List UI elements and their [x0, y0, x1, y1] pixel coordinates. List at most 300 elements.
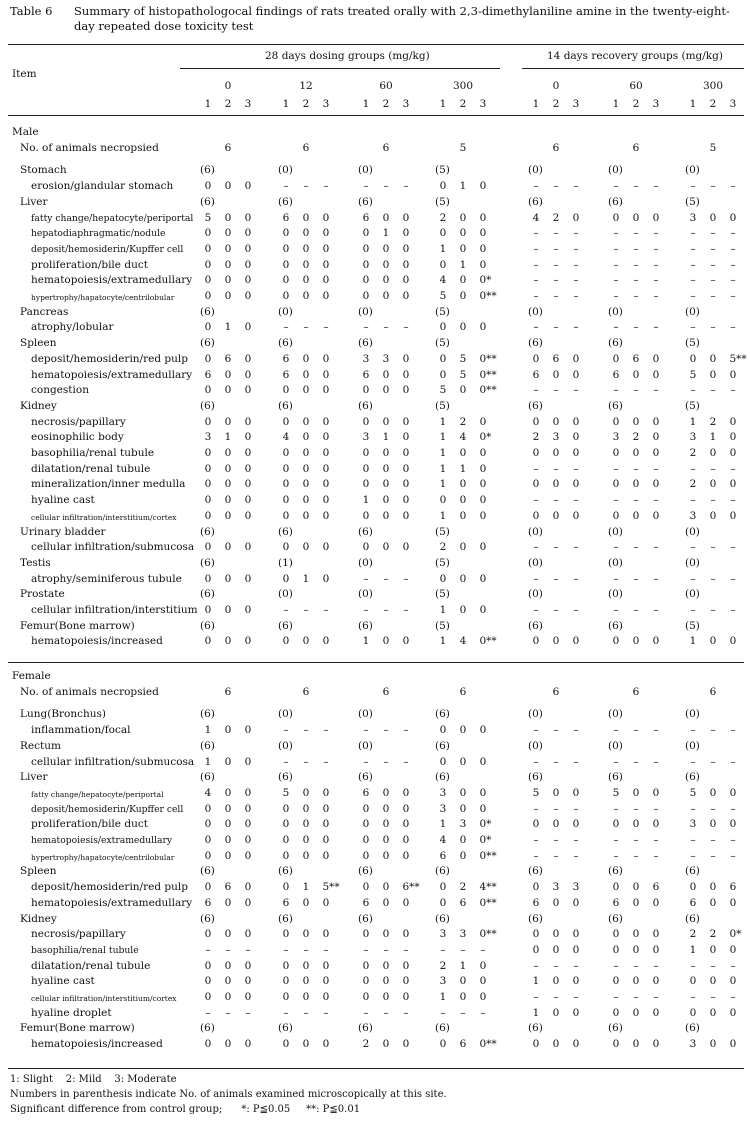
finding-name: fatty change/hepatocyte/periportal [31, 212, 194, 224]
cell-value: 0** [479, 928, 497, 941]
cell-value: 0 [479, 786, 487, 799]
cell-value: 6 [612, 368, 620, 381]
cell-value: 0 [552, 943, 560, 956]
cell-value: 0 [729, 1006, 737, 1019]
cell-value: – [533, 274, 539, 287]
cell-value: 5 [439, 384, 447, 397]
cell-value: – [730, 258, 736, 271]
organ-examined-count: (6) [278, 1022, 293, 1035]
cell-value: 3 [689, 818, 697, 831]
cell-value: – [613, 494, 619, 507]
cell-value: 0 [282, 447, 290, 460]
organ-examined-count: (6) [608, 1022, 623, 1035]
cell-value: 0 [204, 494, 212, 507]
cell-value: 0 [302, 431, 310, 444]
cell-value: 0 [709, 447, 717, 460]
organ-examined-count: (6) [278, 399, 293, 412]
cell-value: 1 [204, 724, 212, 737]
cell-value: – [690, 572, 696, 585]
cell-value: 1 [439, 635, 447, 648]
cell-value: 0 [402, 415, 410, 428]
table-caption-label: Table 6 [10, 4, 53, 18]
cell-value: 0 [322, 494, 330, 507]
cell-value: 6 [204, 368, 212, 381]
cell-value: 0 [459, 227, 467, 240]
grade-label: 1 [689, 98, 697, 110]
cell-value: 0 [709, 1006, 717, 1019]
cell-value: – [460, 943, 466, 956]
cell-value: 0 [282, 849, 290, 862]
cell-value: 0 [382, 928, 390, 941]
organ-examined-count: (0) [528, 556, 543, 569]
cell-value: 0 [244, 1038, 252, 1051]
cell-value: 0 [402, 211, 410, 224]
cell-value: – [383, 180, 389, 193]
cell-value: 0 [382, 509, 390, 522]
organ-examined-count: (6) [200, 771, 215, 784]
cell-value: 0 [322, 896, 330, 909]
organ-examined-count: (0) [685, 556, 700, 569]
organ-name: Testis [20, 556, 51, 569]
cell-value: 0 [302, 211, 310, 224]
grade-label: 2 [552, 98, 560, 110]
cell-value: 0 [652, 431, 660, 444]
organ-examined-count: (6) [528, 1022, 543, 1035]
cell-value: – [303, 321, 309, 334]
cell-value: 0 [244, 478, 252, 491]
cell-value: 0 [224, 384, 232, 397]
finding-name: dilatation/renal tubule [31, 959, 151, 972]
finding-name: hypertrophy/hapatocyte/centrilobular [31, 852, 175, 862]
cell-value: 6 [459, 1038, 467, 1051]
cell-value: 0 [572, 928, 580, 941]
cell-value: 0 [322, 242, 330, 255]
cell-value: – [553, 462, 559, 475]
cell-value: – [553, 180, 559, 193]
cell-value: 0* [729, 928, 742, 941]
cell-value: 0 [402, 384, 410, 397]
cell-value: 3 [612, 431, 620, 444]
cell-value: – [573, 724, 579, 737]
cell-value: 0 [402, 834, 410, 847]
cell-value: 0 [572, 509, 580, 522]
finding-name: hematopoiesis/extramedullary [31, 274, 193, 287]
cell-value: 0 [244, 881, 252, 894]
cell-value: – [533, 849, 539, 862]
cell-value: 6 [632, 352, 640, 365]
cell-value: 2 [532, 431, 540, 444]
cell-value: – [633, 384, 639, 397]
cell-value: 0 [652, 1006, 660, 1019]
cell-value: 0 [652, 786, 660, 799]
organ-examined-count: (0) [528, 588, 543, 601]
organ-examined-count: (5) [685, 399, 700, 412]
cell-value: 6 [362, 368, 370, 381]
cell-value: 4 [204, 786, 212, 799]
cell-value: 6 [532, 896, 540, 909]
cell-value: – [613, 572, 619, 585]
cell-value: – [533, 541, 539, 554]
cell-value: 0 [282, 991, 290, 1004]
cell-value: 0 [532, 635, 540, 648]
cell-value: 0 [282, 802, 290, 815]
cell-value: – [653, 494, 659, 507]
cell-value: 0 [224, 991, 232, 1004]
cell-value: 0 [459, 274, 467, 287]
cell-value: 0 [362, 447, 370, 460]
cell-value: 0 [282, 635, 290, 648]
cell-value: 0 [652, 928, 660, 941]
cell-value: 0 [632, 415, 640, 428]
organ-examined-count: (6) [528, 771, 543, 784]
cell-value: 0 [709, 509, 717, 522]
cell-value: 0 [362, 928, 370, 941]
necropsied-count: 6 [302, 685, 310, 698]
cell-value: 0 [382, 849, 390, 862]
cell-value: – [710, 462, 716, 475]
cell-value: 0 [322, 290, 330, 303]
cell-value: 0 [302, 975, 310, 988]
organ-examined-count: (0) [358, 556, 373, 569]
cell-value: 6 [362, 896, 370, 909]
grade-label: 2 [459, 98, 467, 110]
cell-value: – [613, 290, 619, 303]
organ-examined-count: (0) [358, 739, 373, 752]
cell-value: 2 [709, 415, 717, 428]
cell-value: 0 [244, 635, 252, 648]
cell-value: – [730, 541, 736, 554]
dose-label: 0 [552, 80, 560, 92]
cell-value: 6 [282, 896, 290, 909]
cell-value: 0 [362, 274, 370, 287]
cell-value: 0 [204, 834, 212, 847]
organ-examined-count: (5) [685, 619, 700, 632]
cell-value: 0 [459, 321, 467, 334]
organ-examined-count: (6) [278, 771, 293, 784]
cell-value: – [710, 242, 716, 255]
cell-value: 1 [439, 604, 447, 617]
top-rule [8, 44, 744, 45]
cell-value: 1 [709, 431, 717, 444]
cell-value: 3 [552, 431, 560, 444]
cell-value: – [303, 604, 309, 617]
finding-name: cellular infiltration/interstitium [31, 604, 198, 617]
cell-value: – [730, 572, 736, 585]
cell-value: 0 [652, 447, 660, 460]
cell-value: – [690, 834, 696, 847]
organ-examined-count: (0) [528, 164, 543, 177]
organ-name: Stomach [20, 164, 67, 177]
cell-value: 0 [244, 849, 252, 862]
organ-examined-count: (6) [435, 708, 450, 721]
cell-value: 0 [244, 180, 252, 193]
cell-value: 3 [439, 928, 447, 941]
cell-value: – [403, 755, 409, 768]
cell-value: 0 [224, 290, 232, 303]
finding-name: hypertrophy/hapatocyte/centrilobular [31, 293, 175, 303]
cell-value: 0 [244, 959, 252, 972]
cell-value: 0 [402, 896, 410, 909]
organ-examined-count: (6) [200, 619, 215, 632]
cell-value: 0 [439, 724, 447, 737]
cell-value: – [363, 180, 369, 193]
finding-name: hyaline cast [31, 494, 95, 507]
cell-value: 0 [282, 818, 290, 831]
cell-value: – [730, 321, 736, 334]
cell-value: 0 [204, 415, 212, 428]
cell-value: 0 [282, 881, 290, 894]
cell-value: – [553, 541, 559, 554]
organ-examined-count: (0) [358, 164, 373, 177]
grade-label: 3 [572, 98, 580, 110]
cell-value: 0 [224, 635, 232, 648]
finding-name: mineralization/inner medulla [31, 478, 186, 491]
cell-value: 0 [439, 896, 447, 909]
finding-name: dilatation/renal tubule [31, 462, 151, 475]
cell-value: 0 [382, 258, 390, 271]
grade-label: 2 [224, 98, 232, 110]
cell-value: 0 [632, 818, 640, 831]
cell-value: 0 [652, 211, 660, 224]
cell-value: 2 [552, 211, 560, 224]
cell-value: 0 [479, 180, 487, 193]
cell-value: 0 [382, 881, 390, 894]
cell-value: – [573, 755, 579, 768]
cell-value: 0 [652, 415, 660, 428]
cell-value: 3 [552, 881, 560, 894]
cell-value: 0 [709, 896, 717, 909]
cell-value: 0 [362, 975, 370, 988]
organ-examined-count: (0) [278, 588, 293, 601]
cell-value: 0 [459, 478, 467, 491]
cell-value: – [303, 1006, 309, 1019]
cell-value: 0 [729, 431, 737, 444]
organ-examined-count: (6) [200, 588, 215, 601]
cell-value: 0 [382, 896, 390, 909]
cell-value: 0 [204, 242, 212, 255]
organ-examined-count: (6) [608, 195, 623, 208]
cell-value: 0 [302, 227, 310, 240]
cell-value: 0 [362, 415, 370, 428]
cell-value: – [283, 724, 289, 737]
cell-value: 0 [302, 802, 310, 815]
cell-value: – [633, 242, 639, 255]
cell-value: 6 [552, 352, 560, 365]
cell-value: 0 [382, 274, 390, 287]
organ-examined-count: (1) [278, 556, 293, 569]
finding-name: atrophy/seminiferous tubule [31, 572, 182, 585]
cell-value: 0 [224, 604, 232, 617]
cell-value: – [730, 494, 736, 507]
cell-value: 0 [479, 494, 487, 507]
table-bottom-rule [8, 1068, 744, 1069]
cell-value: 0 [322, 834, 330, 847]
cell-value: – [653, 724, 659, 737]
cell-value: 0 [572, 368, 580, 381]
cell-value: – [533, 959, 539, 972]
cell-value: 0 [322, 415, 330, 428]
cell-value: – [573, 227, 579, 240]
cell-value: 0 [204, 447, 212, 460]
cell-value: – [573, 991, 579, 1004]
finding-name: hyaline droplet [31, 1006, 112, 1019]
cell-value: – [730, 242, 736, 255]
cell-value: 0 [282, 258, 290, 271]
organ-examined-count: (0) [685, 164, 700, 177]
cell-value: 0 [402, 478, 410, 491]
cell-value: 0 [652, 635, 660, 648]
recovery-groups-header: 14 days recovery groups (mg/kg) [547, 50, 723, 62]
cell-value: – [690, 959, 696, 972]
cell-value: – [553, 274, 559, 287]
cell-value: – [633, 541, 639, 554]
cell-value: 0 [302, 786, 310, 799]
cell-value: 1 [459, 462, 467, 475]
organ-examined-count: (5) [435, 588, 450, 601]
cell-value: 0 [572, 786, 580, 799]
cell-value: 0 [282, 227, 290, 240]
cell-value: – [633, 258, 639, 271]
necropsied-count: 6 [224, 685, 232, 698]
cell-value: 0 [244, 509, 252, 522]
cell-value: 0 [402, 352, 410, 365]
cell-value: 0 [224, 755, 232, 768]
cell-value: – [633, 959, 639, 972]
organ-examined-count: (6) [358, 195, 373, 208]
cell-value: 0 [224, 896, 232, 909]
cell-value: 3 [459, 928, 467, 941]
cell-value: 0 [204, 462, 212, 475]
organ-examined-count: (6) [200, 305, 215, 318]
cell-value: 0 [402, 818, 410, 831]
cell-value: – [403, 321, 409, 334]
cell-value: 6 [532, 368, 540, 381]
organ-examined-count: (6) [685, 865, 700, 878]
organ-examined-count: (0) [278, 305, 293, 318]
dose-label: 300 [702, 80, 724, 92]
cell-value: – [533, 494, 539, 507]
cell-value: 0 [729, 509, 737, 522]
finding-name: necrosis/papillary [31, 928, 126, 941]
organ-name: Femur(Bone marrow) [20, 619, 135, 632]
cell-value: 0 [382, 242, 390, 255]
organ-name: Spleen [20, 337, 57, 350]
grade-label: 3 [479, 98, 487, 110]
cell-value: – [613, 802, 619, 815]
cell-value: 0 [572, 818, 580, 831]
cell-value: 0 [282, 274, 290, 287]
cell-value: – [730, 384, 736, 397]
cell-value: – [613, 991, 619, 1004]
necropsied-count: 6 [552, 141, 560, 154]
organ-examined-count: (6) [200, 164, 215, 177]
cell-value: 0 [204, 180, 212, 193]
cell-value: – [403, 943, 409, 956]
cell-value: 0 [322, 1038, 330, 1051]
cell-value: 0 [439, 755, 447, 768]
cell-value: 0 [459, 211, 467, 224]
cell-value: 0 [244, 368, 252, 381]
cell-value: 4 [459, 431, 467, 444]
organ-examined-count: (6) [435, 865, 450, 878]
cell-value: 0 [402, 447, 410, 460]
cell-value: – [730, 462, 736, 475]
cell-value: 0 [479, 755, 487, 768]
cell-value: 6 [224, 881, 232, 894]
cell-value: – [730, 849, 736, 862]
cell-value: 0 [244, 818, 252, 831]
cell-value: 0 [204, 802, 212, 815]
cell-value: 1 [689, 415, 697, 428]
cell-value: 0 [709, 818, 717, 831]
organ-examined-count: (6) [685, 1022, 700, 1035]
organ-examined-count: (6) [200, 1022, 215, 1035]
cell-value: 0 [439, 1038, 447, 1051]
cell-value: 0** [479, 635, 497, 648]
cell-value: 0 [204, 975, 212, 988]
cell-value: 0 [552, 975, 560, 988]
cell-value: 0 [729, 818, 737, 831]
organ-examined-count: (6) [278, 525, 293, 538]
organ-examined-count: (6) [528, 337, 543, 350]
cell-value: – [613, 834, 619, 847]
cell-value: – [533, 991, 539, 1004]
cell-value: 0** [479, 290, 497, 303]
section-divider-rule [8, 662, 744, 663]
cell-value: 3 [439, 975, 447, 988]
cell-value: 0 [402, 1038, 410, 1051]
cell-value: 0 [224, 834, 232, 847]
cell-value: – [710, 494, 716, 507]
cell-value: 0 [224, 180, 232, 193]
cell-value: 1 [439, 818, 447, 831]
cell-value: 0 [302, 991, 310, 1004]
cell-value: 0 [459, 509, 467, 522]
cell-value: 0 [612, 211, 620, 224]
cell-value: – [710, 991, 716, 1004]
cell-value: 0 [224, 462, 232, 475]
cell-value: – [710, 572, 716, 585]
cell-value: 0 [552, 447, 560, 460]
cell-value: – [553, 572, 559, 585]
cell-value: 0 [552, 928, 560, 941]
cell-value: 0 [244, 928, 252, 941]
cell-value: 3 [689, 1038, 697, 1051]
cell-value: 0** [479, 352, 497, 365]
grade-label: 2 [709, 98, 717, 110]
cell-value: 0 [479, 258, 487, 271]
necropsied-label: No. of animals necropsied [20, 141, 159, 154]
cell-value: – [710, 849, 716, 862]
cell-value: 0 [362, 478, 370, 491]
cell-value: 0 [302, 415, 310, 428]
cell-value: 0 [204, 881, 212, 894]
cell-value: – [573, 604, 579, 617]
finding-name: deposit/hemosiderin/red pulp [31, 881, 188, 894]
cell-value: – [205, 1006, 211, 1019]
cell-value: – [553, 242, 559, 255]
cell-value: 0* [479, 431, 492, 444]
cell-value: 0 [244, 724, 252, 737]
cell-value: 0 [382, 635, 390, 648]
organ-examined-count: (6) [358, 399, 373, 412]
organ-examined-count: (6) [200, 525, 215, 538]
cell-value: 0 [204, 991, 212, 1004]
cell-value: – [533, 321, 539, 334]
finding-name: basophilia/renal tubule [31, 447, 155, 460]
organ-name: Spleen [20, 865, 57, 878]
organ-examined-count: (6) [608, 865, 623, 878]
